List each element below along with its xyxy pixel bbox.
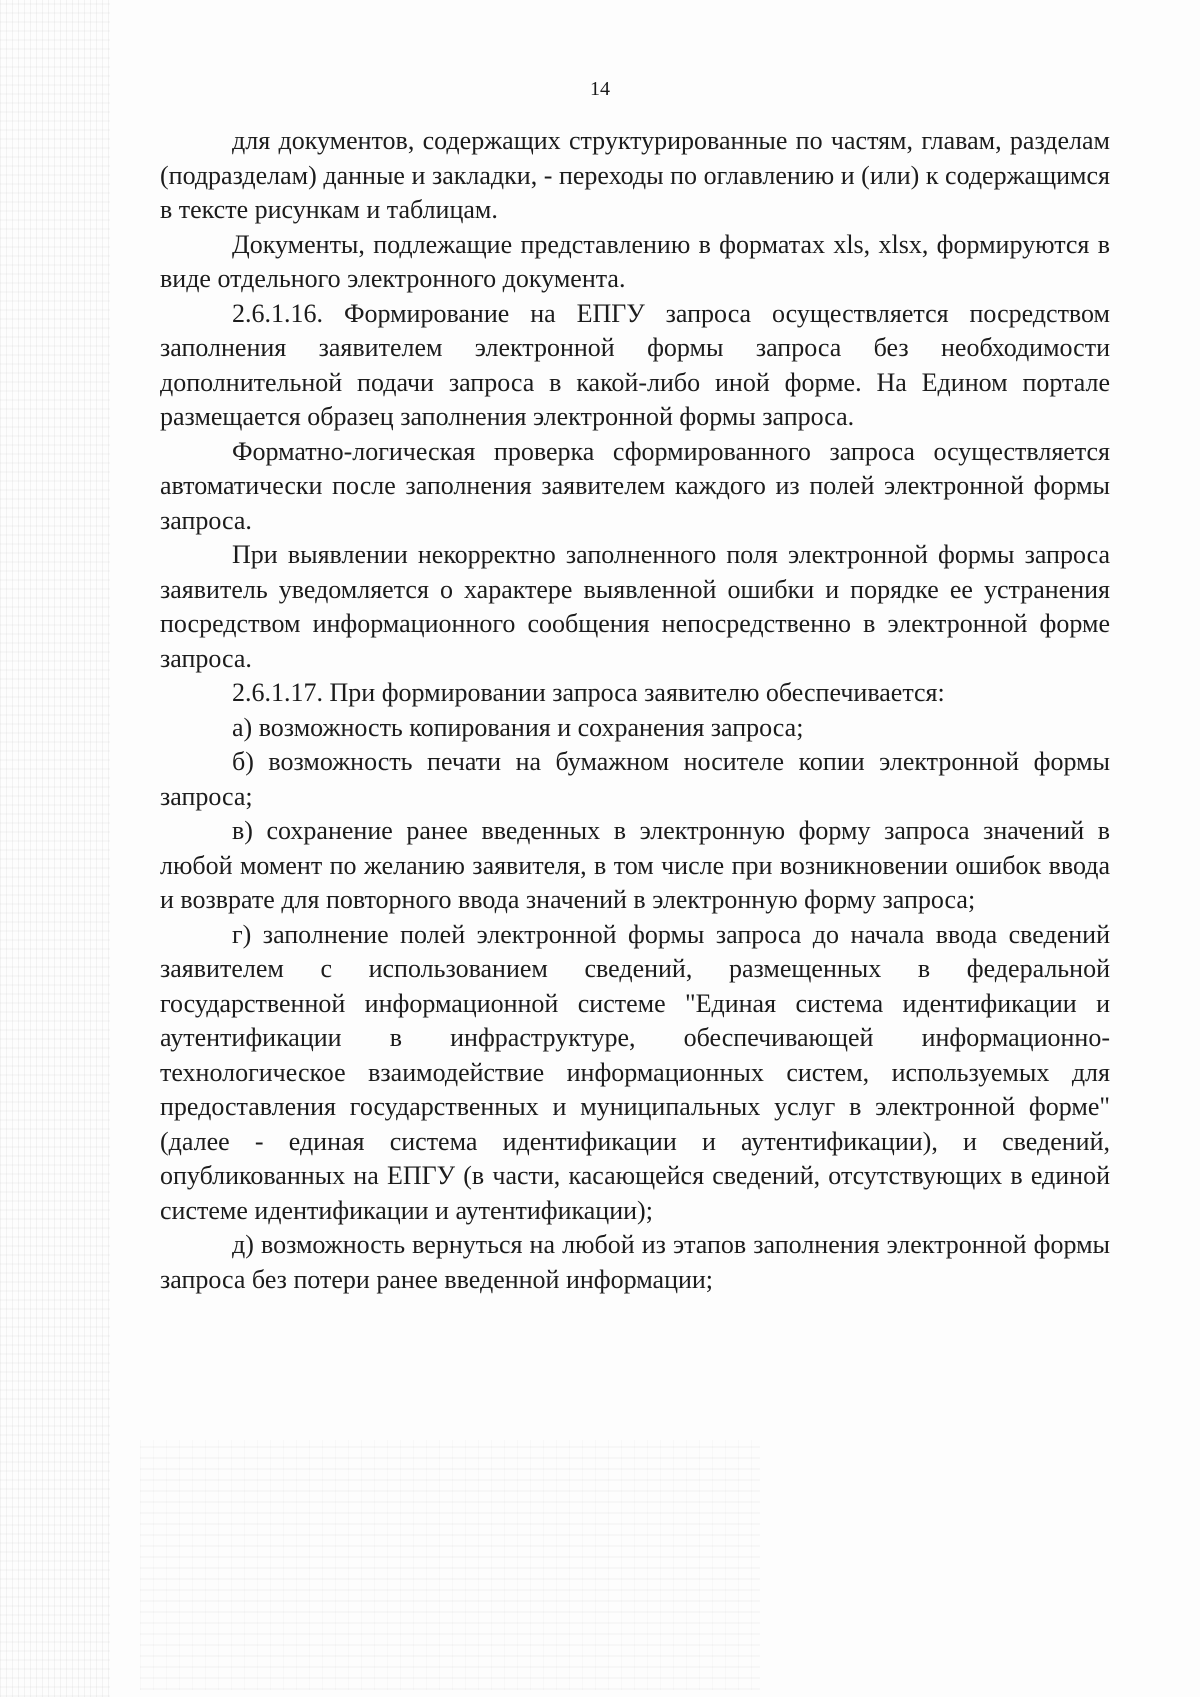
scan-margin-artifact <box>0 0 110 1697</box>
paragraph-format-check: Форматно-логическая проверка сформированного запроса осуществляется автоматически после заполнения заявителем каждого из полей электронной формы запроса. <box>160 436 1110 535</box>
page-number: 14 <box>590 78 610 100</box>
list-item-v: в) сохранение ранее введенных в электронную форму запроса значений в любой момент по желанию заявителя, в том числе при возникновении ошибок ввода и возврате для повторного ввода значений в электронную форму запроса; <box>160 816 1110 914</box>
paragraph-document-structure: для документов, содержащих структурированные по частям, главам, разделам (подразделам) данные и закладки, - переходы по оглавлению и (или) к содержащимся в тексте рисункам и таблицам. <box>160 126 1110 224</box>
list-item-d: д) возможность вернуться на любой из этапов заполнения электронной формы запроса без потери ранее введенной информации; <box>160 1230 1110 1294</box>
list-item-a: а) возможность копирования и сохранения запроса; <box>232 712 804 742</box>
document-body <box>160 124 1110 1297</box>
paragraph-xls-documents: Документы, подлежащие представлению в форматах xls, xlsx, формируются в виде отдельного электронного документа. <box>160 229 1110 293</box>
paragraph-error-notice: При выявлении некорректно заполненного поля электронной формы запроса заявитель уведомляется о характере выявленной ошибки и порядке ее устранения посредством информационного сообщения непосредственно в электронной форме запроса. <box>160 540 1110 673</box>
paragraph-2-6-1-17: 2.6.1.17. При формировании запроса заявителю обеспечивается: <box>232 678 945 707</box>
list-item-g: г) заполнение полей электронной формы запроса до начала ввода сведений заявителем с использованием сведений, размещенных в федеральной государственной информационной системе "Единая система идентификации и аутентификации в инфраструктуре, обеспечивающей информационно-технологическое взаимодействие информационных систем, используемых для предоставления государственных и муниципальных услуг в электронной форме" (далее - единая система идентификации и аутентификации), и сведений, опубликованных на ЕПГУ (в части, касающейся сведений, отсутствующих в единой системе идентификации и аутентификации); <box>160 919 1110 1225</box>
paragraph-2-6-1-16: 2.6.1.16. Формирование на ЕПГУ запроса осуществляется посредством заполнения заявителем электронной формы запроса без необходимости дополнительной подачи запроса в какой-либо иной форме. На Едином портале размещается образец заполнения электронной формы запроса. <box>160 298 1110 431</box>
scan-noise-artifact <box>140 1440 760 1690</box>
list-item-b: б) возможность печати на бумажном носителе копии электронной формы запроса; <box>160 747 1110 811</box>
